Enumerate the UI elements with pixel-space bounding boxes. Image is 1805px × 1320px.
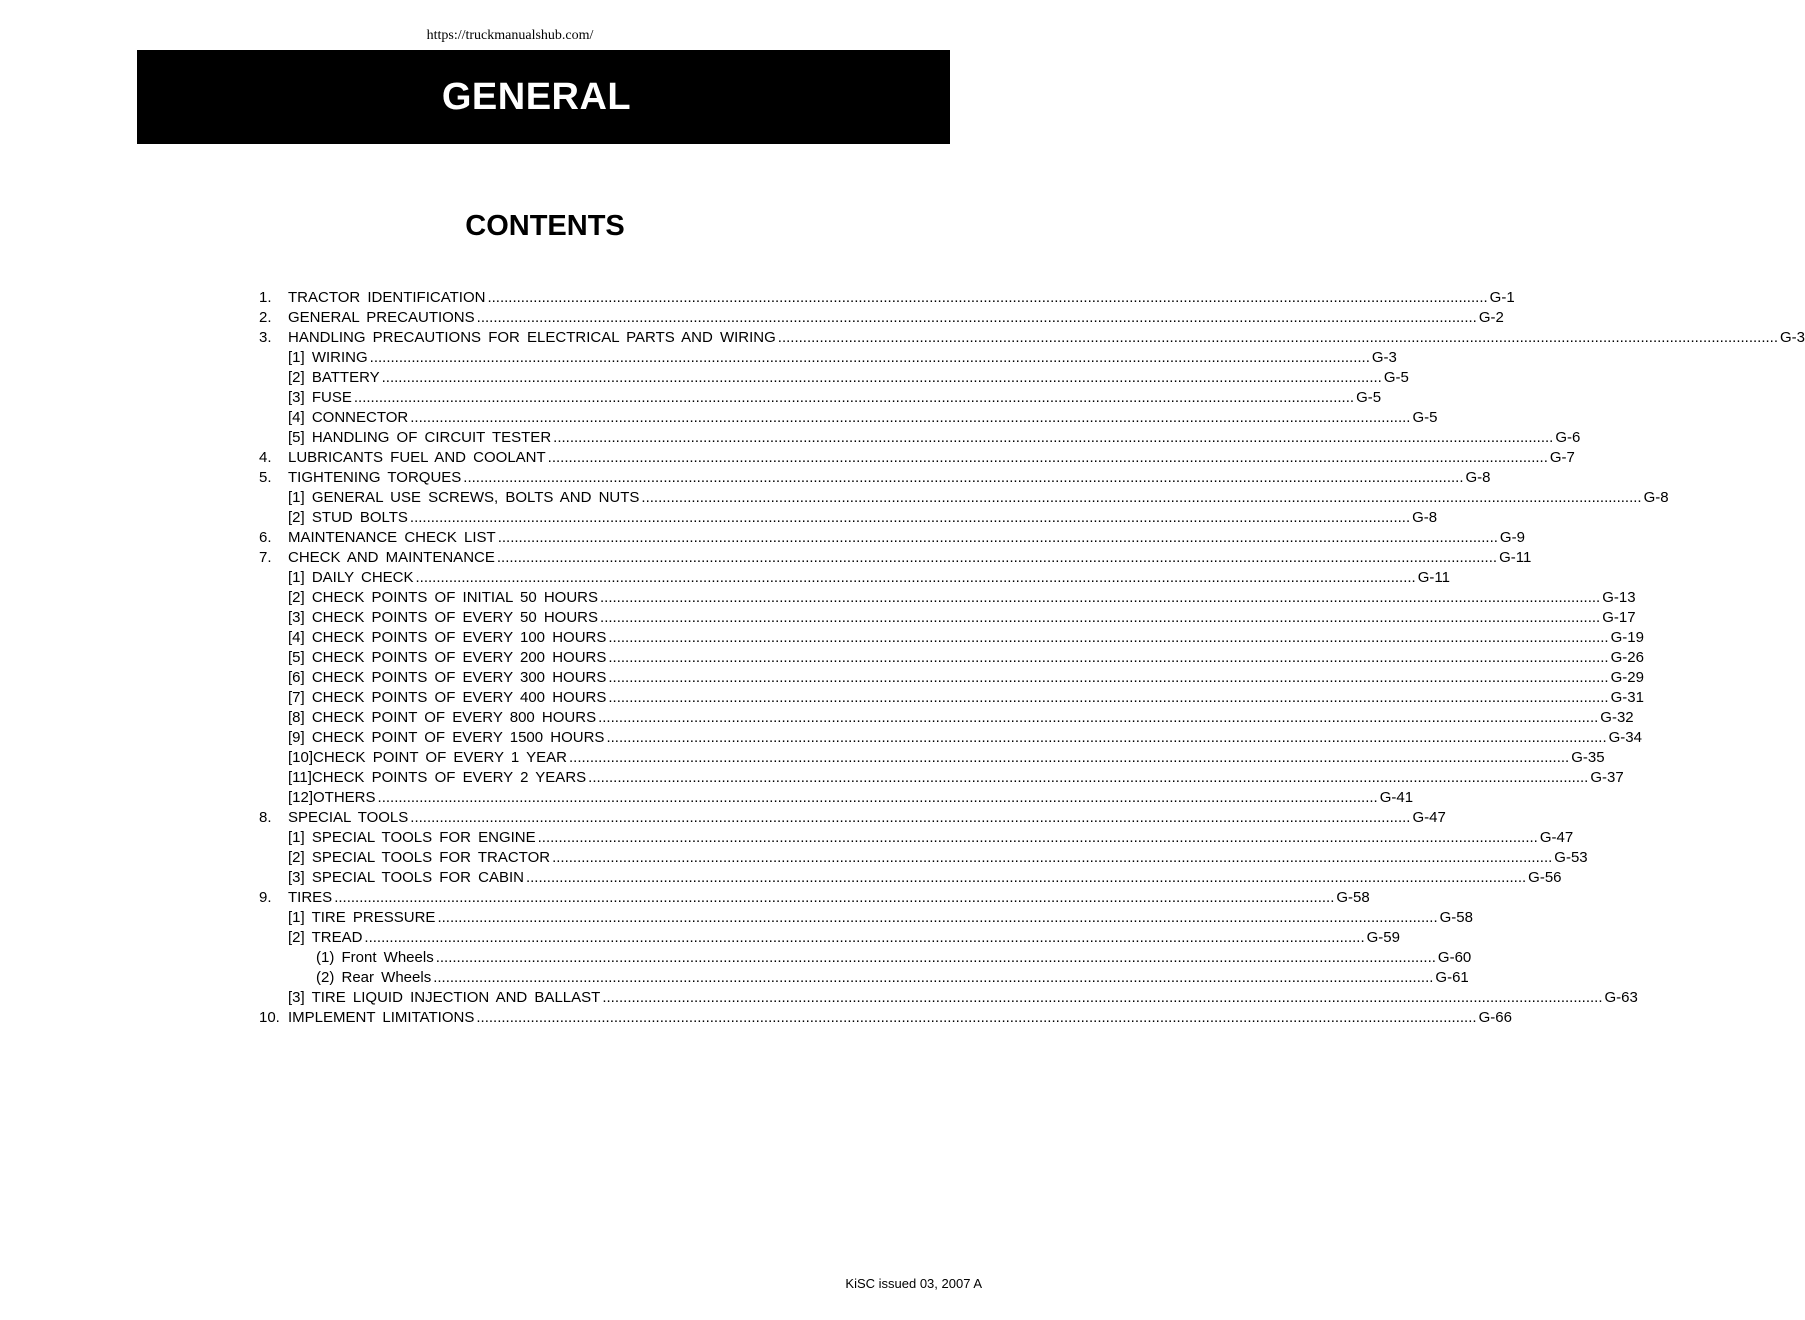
footer-issue-note: KiSC issued 03, 2007 A <box>845 1276 982 1291</box>
toc-entry[interactable] <box>259 648 1644 668</box>
toc-entry-page: G-66 <box>1478 1009 1512 1026</box>
toc-dot-leader <box>608 688 1608 708</box>
toc-entry[interactable] <box>259 668 1644 688</box>
toc-entry[interactable] <box>259 948 1472 968</box>
toc-entry-title: [2] SPECIAL TOOLS FOR TRACTOR <box>288 849 551 866</box>
toc-entry[interactable] <box>259 328 1805 348</box>
toc-entry-page: G-26 <box>1610 649 1644 666</box>
toc-entry-page: G-3 <box>1371 349 1397 366</box>
toc-entry-title: [2] TREAD <box>288 929 363 946</box>
toc-entry-number: 4. <box>259 449 272 466</box>
section-banner <box>137 50 950 144</box>
toc-entry-page: G-13 <box>1602 589 1636 606</box>
toc-dot-leader <box>436 948 1436 968</box>
toc-entry[interactable] <box>259 868 1562 888</box>
toc-entry[interactable] <box>259 608 1636 628</box>
toc-entry-page: G-8 <box>1412 509 1438 526</box>
toc-entry[interactable] <box>259 808 1446 828</box>
toc-entry-title: [5] HANDLING OF CIRCUIT TESTER <box>288 429 552 446</box>
toc-entry-title: [4] CONNECTOR <box>288 409 409 426</box>
toc-entry-number: 5. <box>259 469 272 486</box>
toc-entry-page: G-59 <box>1366 929 1400 946</box>
toc-entry-page: G-1 <box>1489 289 1515 306</box>
toc-dot-leader <box>378 788 1378 808</box>
toc-entry[interactable] <box>259 568 1450 588</box>
toc-entry[interactable] <box>259 508 1438 528</box>
toc-entry-page: G-8 <box>1465 469 1491 486</box>
toc-entry-page: G-58 <box>1439 909 1473 926</box>
toc-entry-title: [4] CHECK POINTS OF EVERY 100 HOURS <box>288 629 607 646</box>
toc-entry[interactable] <box>259 368 1409 388</box>
toc-entry-title: IMPLEMENT LIMITATIONS <box>288 1009 475 1026</box>
toc-entry-title: [11]CHECK POINTS OF EVERY 2 YEARS <box>288 769 587 786</box>
toc-entry-page: G-5 <box>1383 369 1409 386</box>
toc-dot-leader <box>778 328 1778 348</box>
toc-entry[interactable] <box>259 408 1438 428</box>
toc-dot-leader <box>410 408 1410 428</box>
toc-entry[interactable] <box>259 628 1644 648</box>
toc-entry-title: [1] SPECIAL TOOLS FOR ENGINE <box>288 829 536 846</box>
toc-entry-title: [1] DAILY CHECK <box>288 569 414 586</box>
toc-entry[interactable] <box>259 288 1515 308</box>
toc-dot-leader <box>548 448 1548 468</box>
toc-entry-title: LUBRICANTS FUEL AND COOLANT <box>288 449 546 466</box>
toc-entry-page: G-56 <box>1528 869 1562 886</box>
toc-entry-page: G-11 <box>1417 569 1450 586</box>
toc-entry[interactable] <box>259 1008 1512 1028</box>
toc-entry-title: [9] CHECK POINT OF EVERY 1500 HOURS <box>288 729 605 746</box>
toc-dot-leader <box>476 1008 1476 1028</box>
toc-dot-leader <box>598 708 1598 728</box>
toc-entry-title: [3] SPECIAL TOOLS FOR CABIN <box>288 869 524 886</box>
toc-dot-leader <box>410 808 1410 828</box>
toc-entry-page: G-19 <box>1610 629 1644 646</box>
toc-entry[interactable] <box>259 848 1588 868</box>
toc-entry-page: G-7 <box>1549 449 1575 466</box>
toc-dot-leader <box>487 288 1487 308</box>
toc-entry-number: 3. <box>259 329 272 346</box>
toc-entry-number: 7. <box>259 549 272 566</box>
toc-entry[interactable] <box>259 748 1605 768</box>
toc-dot-leader <box>608 668 1608 688</box>
toc-entry-title: [3] TIRE LIQUID INJECTION AND BALLAST <box>288 989 601 1006</box>
toc-dot-leader <box>600 588 1600 608</box>
toc-dot-leader <box>354 388 1354 408</box>
toc-dot-leader <box>433 968 1433 988</box>
toc-entry-title: [10]CHECK POINT OF EVERY 1 YEAR <box>288 749 567 766</box>
toc-entry-title: [3] FUSE <box>288 389 352 406</box>
toc-dot-leader <box>641 488 1641 508</box>
toc-entry-title: SPECIAL TOOLS <box>288 809 409 826</box>
toc-entry[interactable] <box>259 788 1414 808</box>
toc-entry-title: (1) Front Wheels <box>316 949 434 966</box>
toc-dot-leader <box>606 728 1606 748</box>
toc-entry[interactable] <box>259 308 1504 328</box>
toc-dot-leader <box>497 548 1497 568</box>
toc-entry-page: G-6 <box>1555 429 1581 446</box>
toc-entry-title: (2) Rear Wheels <box>316 969 432 986</box>
toc-entry-number: 9. <box>259 889 272 906</box>
toc-entry-title: GENERAL PRECAUTIONS <box>288 309 475 326</box>
toc-entry-page: G-32 <box>1600 709 1634 726</box>
toc-entry-page: G-5 <box>1412 409 1438 426</box>
toc-entry[interactable] <box>259 688 1644 708</box>
table-of-contents <box>259 288 1805 1028</box>
toc-entry-title: [6] CHECK POINTS OF EVERY 300 HOURS <box>288 669 607 686</box>
banner-title: GENERAL <box>441 75 632 118</box>
toc-entry-title: [1] WIRING <box>288 349 368 366</box>
toc-dot-leader <box>382 368 1382 388</box>
toc-dot-leader <box>416 568 1416 588</box>
toc-dot-leader <box>334 888 1334 908</box>
toc-entry-title: [1] TIRE PRESSURE <box>288 909 436 926</box>
toc-dot-leader <box>552 848 1552 868</box>
toc-entry-page: G-47 <box>1539 829 1574 846</box>
toc-entry[interactable] <box>259 448 1575 468</box>
toc-entry-page: G-9 <box>1499 529 1525 546</box>
toc-entry-page: G-3 <box>1780 329 1805 346</box>
toc-entry-page: G-61 <box>1435 969 1469 986</box>
toc-entry[interactable] <box>259 488 1669 508</box>
toc-entry-title: [7] CHECK POINTS OF EVERY 400 HOURS <box>288 689 607 706</box>
toc-entry-page: G-47 <box>1412 809 1446 826</box>
toc-dot-leader <box>437 908 1437 928</box>
toc-entry-page: G-63 <box>1604 989 1638 1006</box>
toc-entry[interactable] <box>259 768 1624 788</box>
toc-dot-leader <box>498 528 1498 548</box>
toc-dot-leader <box>526 868 1526 888</box>
toc-entry-page: G-53 <box>1554 849 1588 866</box>
toc-entry-page: G-41 <box>1379 789 1414 806</box>
toc-entry[interactable] <box>259 988 1638 1008</box>
toc-entry-page: G-34 <box>1608 729 1642 746</box>
toc-dot-leader <box>477 308 1477 328</box>
toc-dot-leader <box>602 988 1602 1008</box>
toc-dot-leader <box>364 928 1364 948</box>
toc-entry[interactable] <box>259 348 1397 368</box>
toc-entry-number: 8. <box>259 809 272 826</box>
toc-dot-leader <box>608 628 1608 648</box>
toc-entry-number: 1. <box>259 289 272 306</box>
toc-entry-page: G-17 <box>1602 609 1636 626</box>
toc-entry[interactable] <box>259 888 1370 908</box>
toc-entry-page: G-31 <box>1610 689 1644 706</box>
site-url-header: https://truckmanualshub.com/ <box>426 28 594 43</box>
toc-entry-title: [12]OTHERS <box>288 789 376 806</box>
toc-entry-page: G-58 <box>1336 889 1370 906</box>
toc-entry[interactable] <box>259 388 1382 408</box>
toc-entry-title: [2] CHECK POINTS OF INITIAL 50 HOURS <box>288 589 599 606</box>
toc-entry-page: G-8 <box>1643 489 1669 506</box>
toc-entry-page: G-37 <box>1590 769 1624 786</box>
toc-dot-leader <box>538 828 1538 848</box>
toc-entry-title: TIRES <box>288 889 333 906</box>
toc-dot-leader <box>410 508 1410 528</box>
toc-dot-leader <box>588 768 1588 788</box>
toc-entry[interactable] <box>259 528 1525 548</box>
toc-dot-leader <box>608 648 1608 668</box>
toc-entry-title: MAINTENANCE CHECK LIST <box>288 529 496 546</box>
toc-entry-title: CHECK AND MAINTENANCE <box>288 549 495 566</box>
toc-entry[interactable] <box>259 708 1634 728</box>
toc-entry[interactable] <box>259 428 1581 448</box>
toc-dot-leader <box>569 748 1569 768</box>
toc-entry[interactable] <box>259 908 1473 928</box>
contents-heading: CONTENTS <box>465 210 625 242</box>
toc-dot-leader <box>553 428 1553 448</box>
toc-entry[interactable] <box>259 588 1636 608</box>
toc-entry-page: G-60 <box>1437 949 1472 966</box>
toc-dot-leader <box>600 608 1600 628</box>
toc-entry-title: TIGHTENING TORQUES <box>288 469 462 486</box>
toc-entry[interactable] <box>259 728 1642 748</box>
toc-entry-page: G-2 <box>1478 309 1504 326</box>
toc-entry[interactable] <box>259 468 1491 488</box>
toc-entry-title: [8] CHECK POINT OF EVERY 800 HOURS <box>288 709 597 726</box>
toc-entry[interactable] <box>259 828 1574 848</box>
toc-entry[interactable] <box>259 548 1532 568</box>
toc-entry-page: G-11 <box>1499 549 1532 566</box>
toc-entry-page: G-5 <box>1356 389 1382 406</box>
toc-entry-title: [1] GENERAL USE SCREWS, BOLTS AND NUTS <box>288 489 640 506</box>
toc-entry-number: 2. <box>259 309 272 326</box>
toc-entry-title: HANDLING PRECAUTIONS FOR ELECTRICAL PARTS AND WIRING <box>288 329 776 346</box>
toc-entry-title: [3] CHECK POINTS OF EVERY 50 HOURS <box>288 609 599 626</box>
toc-entry-page: G-35 <box>1571 749 1605 766</box>
toc-entry[interactable] <box>259 928 1400 948</box>
toc-entry-page: G-29 <box>1610 669 1644 686</box>
toc-dot-leader <box>370 348 1370 368</box>
toc-entry-number: 10. <box>259 1009 280 1026</box>
toc-entry-title: [2] STUD BOLTS <box>288 509 408 526</box>
toc-entry-number: 6. <box>259 529 272 546</box>
toc-entry-title: [2] BATTERY <box>288 369 380 386</box>
toc-entry-title: [5] CHECK POINTS OF EVERY 200 HOURS <box>288 649 607 666</box>
toc-dot-leader <box>463 468 1463 488</box>
toc-entry[interactable] <box>259 968 1469 988</box>
toc-entry-title: TRACTOR IDENTIFICATION <box>288 289 486 306</box>
